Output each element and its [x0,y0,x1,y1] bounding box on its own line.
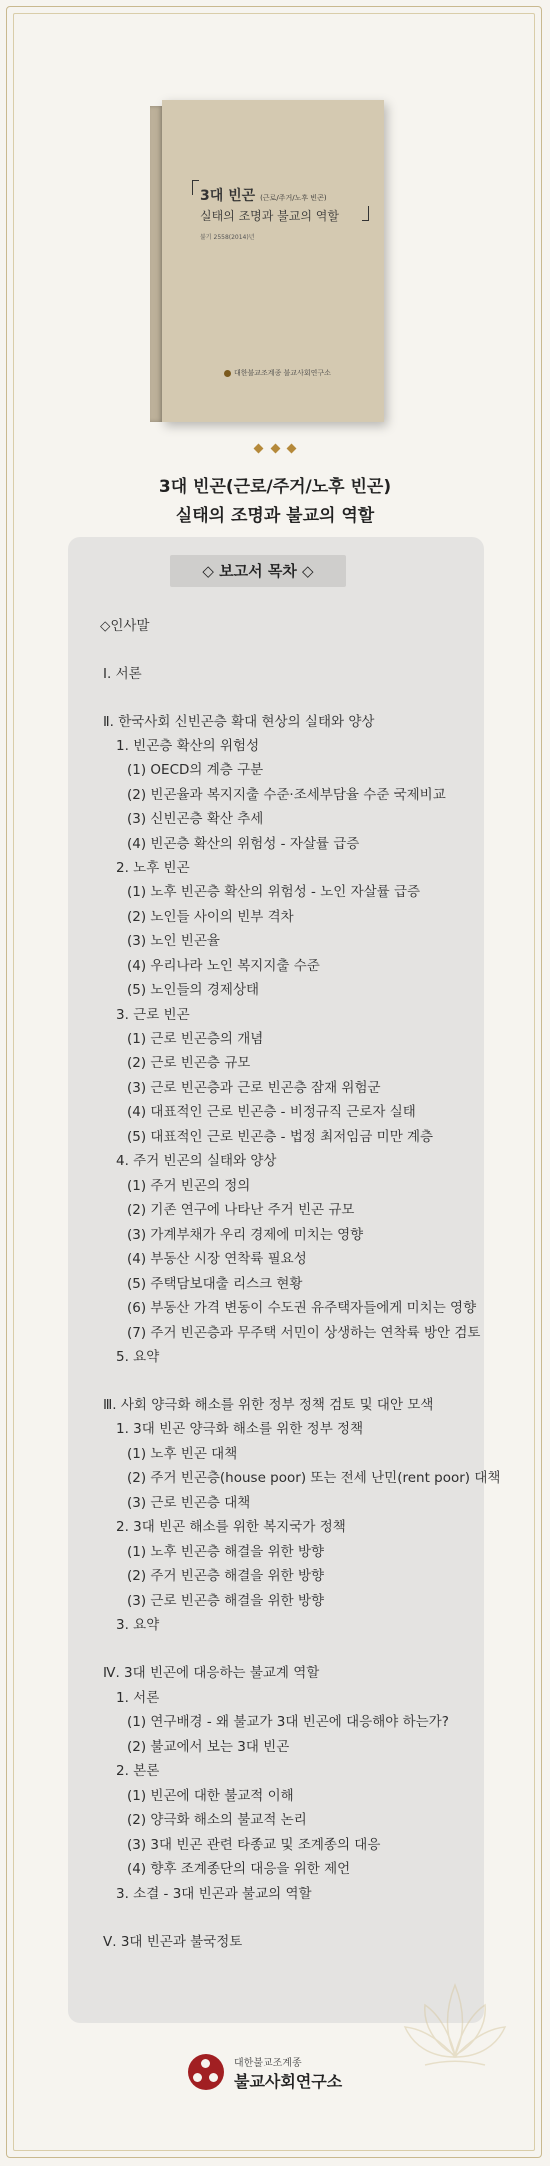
book-title-main: 3대 빈곤 (근로/주거/노후 빈곤) [200,188,327,204]
toc-item: 2. 3대 빈곤 해소를 위한 복지국가 정책 [116,1519,346,1535]
toc-item: 2. 본론 [116,1763,160,1779]
toc-item: (2) 기존 연구에 나타난 주거 빈곤 규모 [127,1202,355,1218]
footer-logo [188,2052,368,2094]
toc-item: (1) 연구배경 - 왜 불교가 3대 빈곤에 대응해야 하는가? [127,1714,449,1730]
toc-item: Ⅲ. 사회 양극화 해소를 위한 정부 정책 검토 및 대안 모색 [103,1397,434,1413]
toc-item: Ⅴ. 3대 빈곤과 불국정토 [103,1934,243,1950]
toc-item: 3. 근로 빈곤 [116,1007,190,1023]
toc-item: (5) 대표적인 근로 빈곤층 - 법정 최저임금 미만 계층 [127,1129,434,1145]
publisher-logo-icon [224,370,231,377]
toc-item: 1. 빈곤층 확산의 위험성 [116,738,260,754]
toc-item: 3. 요약 [116,1617,160,1633]
toc-item: (1) 주거 빈곤의 정의 [127,1178,251,1194]
book-front [162,100,384,422]
toc-item: (4) 빈곤층 확산의 위험성 - 자살률 급증 [127,836,360,852]
toc-item: (2) 주거 빈곤층 해결을 위한 방향 [127,1568,325,1584]
book-cover-image [150,100,386,425]
toc-item: 2. 노후 빈곤 [116,860,190,876]
book-title-line2: 실태의 조명과 불교의 역할 [200,209,339,223]
org-emblem-icon [188,2054,224,2090]
toc-item: (5) 노인들의 경제상태 [127,982,260,998]
toc-item: (1) 노후 빈곤 대책 [127,1446,238,1462]
toc-item: (2) 불교에서 보는 3대 빈곤 [127,1739,290,1755]
toc-item: (7) 주거 빈곤층과 무주택 서민이 상생하는 연착륙 방안 검토 [127,1325,481,1341]
toc-item: (2) 빈곤율과 복지지출 수준·조세부담율 수준 국제비교 [127,787,446,803]
toc-item: (4) 부동산 시장 연착륙 필요성 [127,1251,307,1267]
org-sub-name: 대한불교조계종 [234,2058,302,2069]
bracket-open-icon [192,180,199,195]
toc-item: 3. 소결 - 3대 빈곤과 불교의 역할 [116,1886,312,1902]
toc-title: ◇ 보고서 목차 ◇ [170,555,346,587]
toc-item: 5. 요약 [116,1349,160,1365]
toc-item: Ⅱ. 한국사회 신빈곤층 확대 현상의 실태와 양상 [103,714,375,730]
toc-item: (3) 근로 빈곤층 해결을 위한 방향 [127,1593,325,1609]
report-title-line1: 3대 빈곤(근로/주거/노후 빈곤) [158,477,392,497]
toc-item: (2) 양극화 해소의 불교적 논리 [127,1812,307,1828]
toc-item: (4) 우리나라 노인 복지지출 수준 [127,958,320,974]
toc-item: Ⅳ. 3대 빈곤에 대응하는 불교계 역할 [103,1665,320,1681]
book-title-block [200,185,380,241]
toc-item: (6) 부동산 가격 변동이 수도권 유주택자들에게 미치는 영향 [127,1300,477,1316]
toc-item: 1. 서론 [116,1690,160,1706]
toc-item: (1) OECD의 계층 구분 [127,762,264,778]
toc-item: 1. 3대 빈곤 양극화 해소를 위한 정부 정책 [116,1421,364,1437]
toc-item: (2) 근로 빈곤층 규모 [127,1055,251,1071]
toc-item: (2) 노인들 사이의 빈부 격차 [127,909,294,925]
book-code: 불기 2558(2014)년 [200,234,255,241]
report-title-line2: 실태의 조명과 불교의 역할 [175,506,375,526]
toc-item: (1) 노후 빈곤층 해결을 위한 방향 [127,1544,325,1560]
toc-item: (1) 노후 빈곤층 확산의 위험성 - 노인 자살률 급증 [127,884,421,900]
toc-item: 4. 주거 빈곤의 실태와 양상 [116,1153,277,1169]
lotus-icon [395,1965,515,2085]
toc-item: (3) 신빈곤층 확산 추세 [127,811,264,827]
toc-item: (3) 노인 빈곤율 [127,933,220,949]
toc-item: (3) 근로 빈곤층 대책 [127,1495,251,1511]
diamond-divider-icon [255,443,295,455]
toc-item: (4) 대표적인 근로 빈곤층 - 비정규직 근로자 실태 [127,1104,416,1120]
toc-item: Ⅰ. 서론 [103,666,142,682]
toc-item: (3) 3대 빈곤 관련 타종교 및 조계종의 대응 [127,1837,381,1853]
toc-item: (1) 빈곤에 대한 불교적 이해 [127,1788,294,1804]
toc-item: ◇인사말 [100,618,150,634]
toc-item: (4) 향후 조계종단의 대응을 위한 제언 [127,1861,351,1877]
toc-item: (3) 가계부채가 우리 경제에 미치는 영향 [127,1227,364,1243]
toc-item: (2) 주거 빈곤층(house poor) 또는 전세 난민(rent poor) 대책 [127,1470,501,1486]
book-publisher: 대한불교조계종 불교사회연구소 [224,368,331,378]
toc-item: (3) 근로 빈곤층과 근로 빈곤층 잠재 위험군 [127,1080,381,1096]
toc-item: (1) 근로 빈곤층의 개념 [127,1031,264,1047]
org-main-name: 불교사회연구소 [234,2072,343,2091]
toc-item: (5) 주택담보대출 리스크 현황 [127,1276,303,1292]
